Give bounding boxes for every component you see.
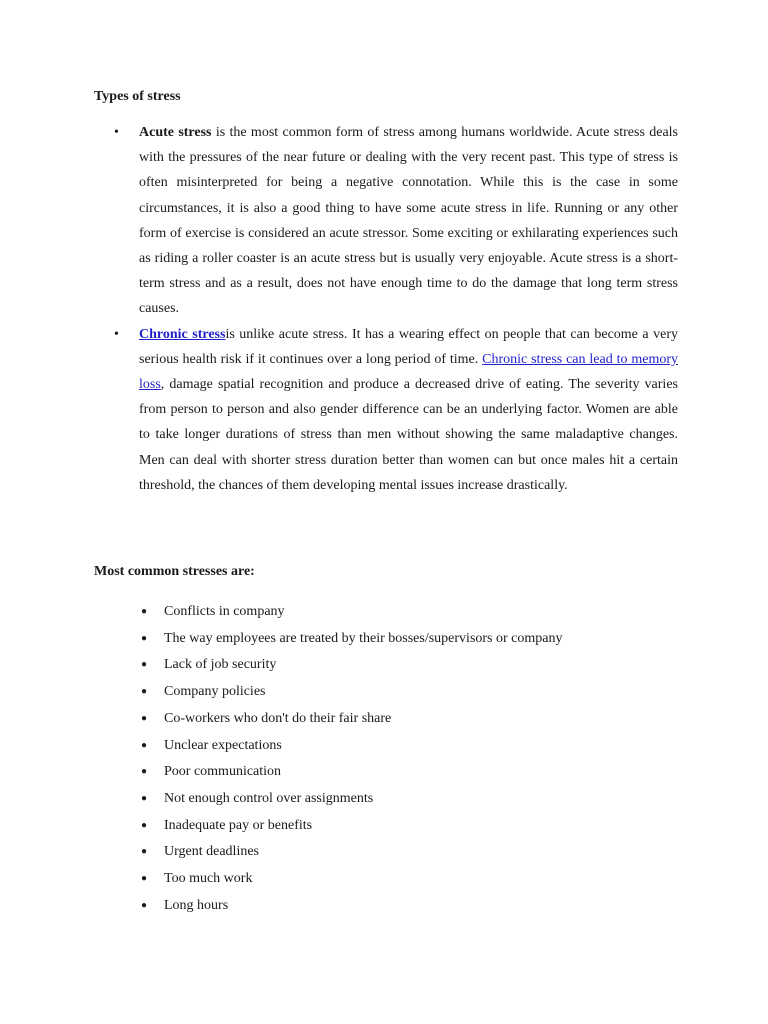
bullet-icon: ● (141, 899, 148, 911)
list-item: ● Unclear expectations (94, 733, 563, 760)
chronic-stress-description-2: , damage spatial recognition and produce a decreased drive of eating. The severity varies from person to person and also gender difference can be an underlying factor. Women are able to take longer durations of stress than men without showing the same maladaptive changes. Men can deal with shorter stress duration better than women can but once males hit a certain threshold, the chances of them developing mental issues increase drastically. (139, 377, 678, 493)
list-item: ● Not enough control over assignments (94, 786, 563, 813)
list-item: ● Lack of job security (94, 652, 563, 679)
list-item-acute-stress (94, 120, 678, 322)
list-item: ● Urgent deadlines (94, 839, 563, 866)
memory-loss-link[interactable]: Chronic stress can lead to memory loss (139, 351, 678, 393)
list-item: ● Too much work (94, 866, 563, 893)
bullet-icon: ● (141, 792, 148, 804)
acute-stress-description: is the most common form of stress among humans worldwide. Acute stress deals with the pressures of the near future or dealing with the very recent past. This type of stress is often misinterpreted for being a negative connotation. While this is the case in some circumstances, it is also a good thing to have some acute stress in life. Running or any other form of exercise is considered an acute stressor. Some exciting or exhilarating experiences such as riding a roller coaster is an acute stress but is usually very enjoyable. Acute stress is a short-term stress and as a result, does not have enough time to do the damage that long term stress causes. (139, 125, 678, 317)
stress-types-list (94, 120, 678, 498)
section-heading-types-of-stress: Types of stress (94, 89, 181, 104)
bullet-icon: ● (141, 659, 148, 671)
list-item: ● Poor communication (94, 759, 563, 786)
list-item: ● Inadequate pay or benefits (94, 813, 563, 840)
bullet-icon: ● (141, 819, 148, 831)
bullet-icon: ● (141, 846, 148, 858)
bullet-icon: ● (141, 606, 148, 617)
chronic-stress-link[interactable]: Chronic stress (139, 326, 226, 342)
bullet-icon: ● (141, 686, 148, 698)
bullet-icon: ● (141, 873, 148, 885)
chronic-stress-description-1: is unlike acute stress. It has a wearing effect on people that can become a very serious health risk if it continues over a long period of time. (139, 326, 678, 367)
bullet-icon: • (114, 125, 119, 140)
bullet-icon: ● (141, 766, 148, 778)
bullet-icon: ● (141, 739, 148, 751)
bullet-icon: ● (141, 632, 148, 644)
list-item: ● Long hours (94, 893, 563, 920)
common-stresses-list (94, 599, 563, 919)
list-item: ● Company policies (94, 679, 563, 706)
bullet-icon: ● (141, 712, 148, 724)
list-item: ● Co-workers who don't do their fair share (94, 706, 563, 733)
term-acute-stress: Acute stress (139, 125, 212, 140)
bullet-icon: • (114, 326, 119, 342)
list-item-chronic-stress (94, 322, 678, 498)
list-item: ● Conflicts in company (94, 599, 563, 626)
list-item: ● The way employees are treated by their bosses/supervisors or company (94, 626, 563, 653)
section-heading-common-stresses: Most common stresses are: (94, 564, 255, 579)
